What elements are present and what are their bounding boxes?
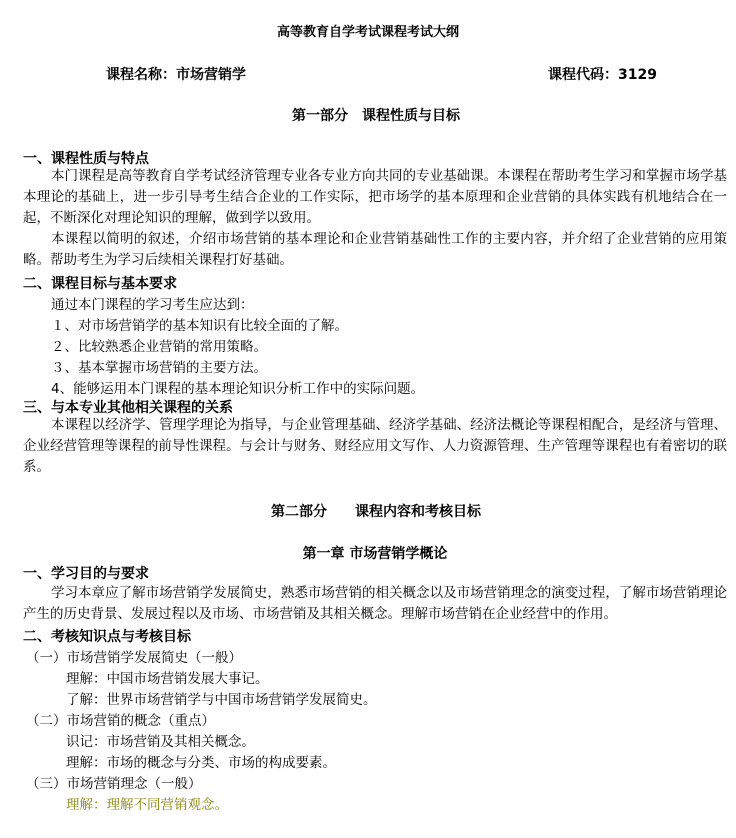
- paragraph-course-nature: 本门课程是高等教育自学考试经济管理专业各专业方向共同的专业基础课。本课程在帮助考生学习和掌握市场学基本理论的基础上，进一步引导考生结合企业的工作实际，把市场学的基本原理和企业营销的具体实践有机地结合在一起，不断深化对理论知识的理解，做到学以致用。: [23, 168, 727, 226]
- knowledge-point-item: 理解：市场的概念与分类、市场的构成要素。: [66, 755, 336, 771]
- knowledge-point-title: （一）市场营销学发展简史（一般）: [26, 650, 242, 666]
- goal-item: 4、能够运用本门课程的基本理论知识分析工作中的实际问题。: [51, 381, 425, 397]
- goal-item: ３、基本掌握市场营销的主要方法。: [51, 360, 267, 376]
- part-two-title: 第二部分 课程内容和考核目标: [271, 504, 481, 520]
- part-one-title: 第一部分 课程性质与目标: [292, 108, 460, 124]
- chapter-one-title: 第一章 市场营销学概论: [302, 546, 448, 562]
- course-code: 课程代码：3129: [548, 67, 657, 83]
- section-heading-objectives: 一、学习目的与要求: [23, 566, 149, 582]
- knowledge-point-title: （二）市场营销的概念（重点）: [26, 713, 215, 729]
- course-name: 课程名称：市场营销学: [106, 67, 246, 83]
- knowledge-point-item: 识记：市场营销及其相关概念。: [66, 734, 255, 750]
- document-title: 高等教育自学考试课程考试大纲: [276, 25, 459, 40]
- knowledge-point-title: （三）市场营销理念（一般）: [26, 776, 202, 792]
- knowledge-point-item: 了解：世界市场营销学与中国市场营销学发展简史。: [66, 692, 377, 708]
- paragraph-course-content: 本课程以简明的叙述，介绍市场营销的基本理论和企业营销基础性工作的主要内容，并介绍了企业营销的应用策略。帮助考生为学习后续相关课程打好基础。: [23, 231, 727, 268]
- section-heading-relations: 三、与本专业其他相关课程的关系: [23, 400, 233, 416]
- paragraph-related-courses: 本课程以经济学、管理学理论为指导，与企业管理基础、经济学基础、经济法概论等课程相配合，是经济与管理、企业经营管理等课程的前导性课程。与会计与财务、财经应用文写作、人力资源管理、生产管理等课程也有着密切的联系。: [23, 417, 727, 475]
- knowledge-point-item: 理解：理解不同营销观念。: [66, 797, 228, 813]
- knowledge-point-item: 理解：中国市场营销发展大事记。: [66, 671, 269, 687]
- goal-item: １、对市场营销学的基本知识有比较全面的了解。: [51, 318, 348, 334]
- paragraph-study-objectives: 学习本章应了解市场营销学发展简史，熟悉市场营销的相关概念以及市场营销理念的演变过程，了解市场营销理论产生的历史背景、发展过程以及市场、市场营销及其相关概念。理解市场营销在企业经营中的作用。: [23, 585, 727, 622]
- goals-intro: 通过本门课程的学习考生应达到：: [51, 297, 254, 313]
- section-heading-assessment: 二、考核知识点与考核目标: [23, 629, 191, 645]
- section-heading-nature: 一、课程性质与特点: [23, 151, 149, 167]
- goal-item: ２、比较熟悉企业营销的常用策略。: [51, 339, 267, 355]
- section-heading-goals: 二、课程目标与基本要求: [23, 276, 177, 292]
